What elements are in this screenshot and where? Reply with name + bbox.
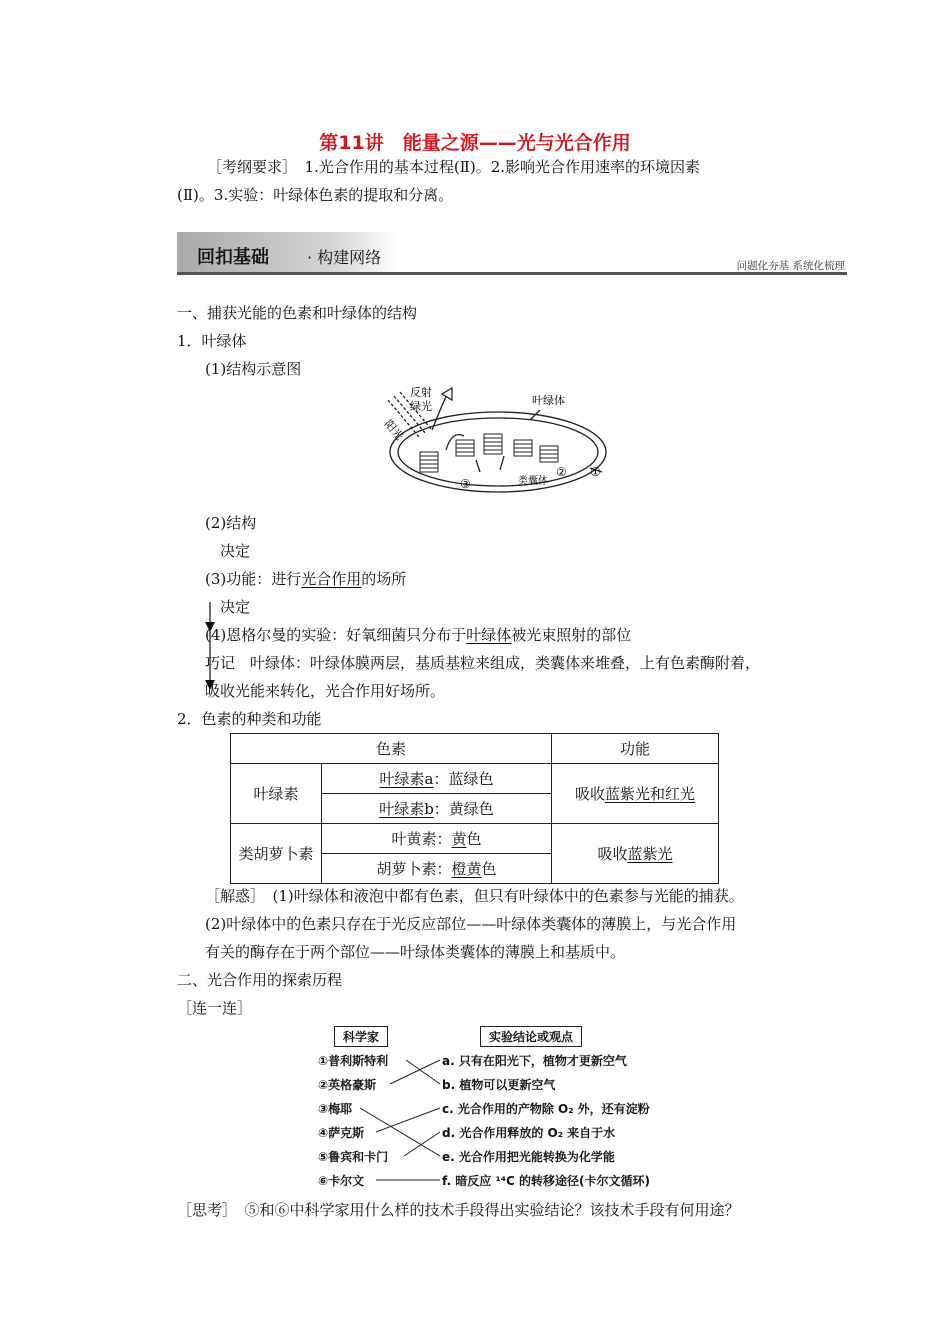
pigment-table (230, 733, 719, 884)
group-carotenoid: 类胡萝卜素 (231, 824, 322, 884)
banner-subtitle: · 构建网络 (307, 248, 382, 267)
scientists-header: 科学家 (334, 1026, 388, 1047)
scientist-5: ⑤鲁宾和卡门 (318, 1150, 389, 1164)
section2-heading: 二、光合作用的探索历程 (177, 971, 343, 989)
matching-lines (318, 1024, 678, 1194)
conclusion-c: c. 光合作用的产物除 O₂ 外，还有淀粉 (442, 1102, 650, 1116)
scientist-3: ③梅耶 (318, 1102, 353, 1116)
engelmann-suffix: 被光束照射的部位 (511, 626, 632, 644)
section-banner (177, 232, 847, 278)
explain-line1: ［解惑］ (1)叶绿体和液泡中都有色素，但只有叶绿体中的色素参与光能的捕获。 (205, 887, 744, 905)
function-line (205, 568, 406, 589)
conclusion-d: d. 光合作用释放的 O₂ 来自于水 (442, 1126, 616, 1140)
structure-diagram-label: (1)结构示意图 (205, 360, 302, 378)
func1-prefix: 吸收 (574, 785, 605, 803)
cell-chl-a (322, 764, 552, 794)
car-underline: 橙黄 (451, 860, 482, 878)
function-suffix: 的场所 (361, 570, 407, 588)
conclusion-a: a. 只有在阳光下，植物才更新空气 (442, 1054, 627, 1068)
scientist-2: ②英格豪斯 (318, 1078, 377, 1092)
engelmann-underline: 叶绿体 (466, 626, 512, 644)
scientist-6: ⑥卡尔文 (318, 1174, 365, 1188)
header-pigment: 色素 (231, 734, 552, 764)
label-green-light: 绿光 (410, 400, 432, 413)
explain-line3: 有关的酶存在于两个部位——叶绿体类囊体的薄膜上和基质中。 (205, 943, 626, 961)
scientist-4: ④萨克斯 (318, 1126, 365, 1140)
banner-title: 回扣基础 (197, 247, 269, 268)
label-reflect: 反射 (410, 386, 432, 399)
function-underline: 光合作用 (301, 570, 362, 588)
func2-underline: 蓝紫光 (627, 845, 673, 863)
marker-1: ① (590, 465, 601, 479)
xan-prefix: 叶黄素： (391, 830, 452, 848)
car-prefix: 胡萝卜素： (376, 860, 452, 878)
marker-2: ② (556, 465, 567, 479)
explain-line2: (2)叶绿体中的色素只存在于光反应部位——叶绿体类囊体的薄膜上，与光合作用 (205, 915, 737, 933)
chl-a-name: 叶绿素a (379, 770, 434, 788)
engelmann-line (205, 624, 631, 645)
func1-underline: 蓝紫光和红光 (605, 785, 696, 803)
func2-prefix: 吸收 (597, 845, 628, 863)
exam-requirements-line2: (Ⅱ)。3.实验：叶绿体色素的提取和分离。 (177, 186, 454, 204)
conclusion-f: f. 暗反应 ¹⁴C 的转移途径(卡尔文循环) (442, 1174, 650, 1188)
page-title: 第11讲 能量之源——光与光合作用 (319, 132, 631, 154)
item-pigments: 2．色素的种类和功能 (177, 710, 322, 728)
item-chloroplast: 1．叶绿体 (177, 332, 247, 350)
chl-b-name: 叶绿素b (379, 800, 434, 818)
conclusion-b: b. 植物可以更新空气 (442, 1078, 556, 1092)
header-function: 功能 (552, 734, 719, 764)
xan-underline: 黄 (451, 830, 467, 848)
chl-b-color: ：黄绿色 (433, 800, 494, 818)
xan-suffix: 色 (466, 830, 482, 848)
cell-chl-b (322, 794, 552, 824)
conclusions-header: 实验结论或观点 (480, 1026, 582, 1047)
cell-xanthophyll (322, 824, 552, 854)
structure-label: (2)结构 (205, 514, 257, 532)
marker-3: ③ (460, 477, 471, 491)
decide-label-2: 决定 (220, 598, 251, 616)
section1-heading: 一、捕获光能的色素和叶绿体的结构 (177, 304, 418, 322)
label-chloroplast: 叶绿体 (532, 394, 565, 407)
mnemonic-line1: 巧记 叶绿体：叶绿体膜两层，基质基粒来组成，类囊体来堆叠，上有色素酶附着， (205, 654, 761, 672)
banner-tagline: 问题化夯基 系统化梳理 (736, 260, 845, 272)
function-chlorophyll (552, 764, 719, 824)
scientist-1: ①普利斯特利 (318, 1054, 389, 1068)
decide-label-1: 决定 (220, 542, 251, 560)
function-carotenoid (552, 824, 719, 884)
conclusion-e: e. 光合作用把光能转换为化学能 (442, 1150, 615, 1164)
exam-requirements-line1: ［考纲要求］ 1.光合作用的基本过程(Ⅱ)。2.影响光合作用速率的环境因素 (207, 158, 701, 176)
chl-a-color: ：蓝绿色 (433, 770, 494, 788)
group-chlorophyll: 叶绿素 (231, 764, 322, 824)
function-prefix: (3)功能：进行 (205, 570, 302, 588)
cell-carotene (322, 854, 552, 884)
engelmann-prefix: (4)恩格尔曼的实验：好氧细菌只分布于 (205, 626, 467, 644)
matching-figure (318, 1024, 678, 1194)
label-sunlight: 阳光 (381, 417, 406, 443)
chloroplast-diagram (380, 380, 620, 500)
car-suffix: 色 (481, 860, 497, 878)
think-question: ［思考］ ⑤和⑥中科学家用什么样的技术手段得出实验结论？该技术手段有何用途？ (177, 1201, 740, 1219)
mnemonic-line2: 吸收光能来转化，光合作用好场所。 (205, 682, 446, 700)
label-thylakoid: 类囊体 (518, 476, 548, 487)
connect-label: ［连一连］ (177, 999, 253, 1017)
